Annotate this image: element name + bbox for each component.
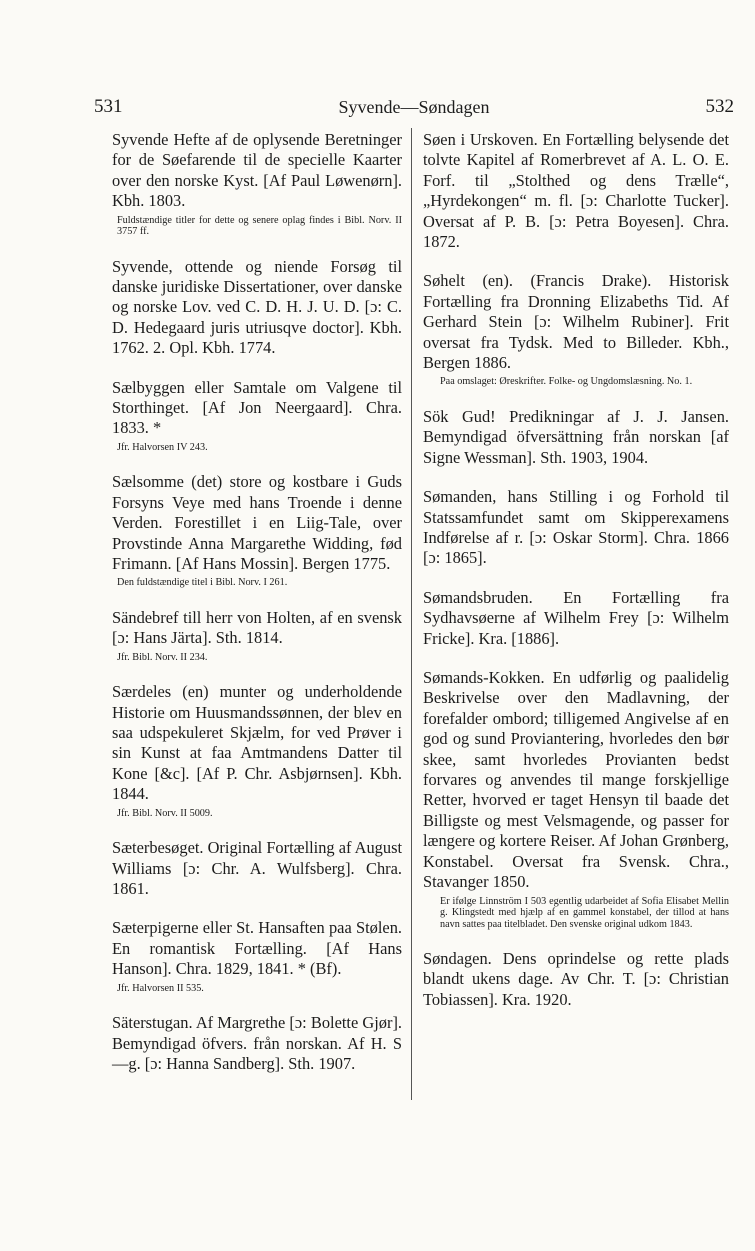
entry-text: Sælbyggen eller Samtale om Valgene til Storthinget. [Af Jon Neergaard]. Chra. 1833. * [112,377,402,438]
right-column [423,130,729,1029]
catalog-entry [423,407,729,468]
catalog-entry [112,838,402,899]
catalog-entry [423,668,729,930]
catalog-entry [423,487,729,569]
entry-text: Sømands-Kokken. En udførlig og paalidelig Beskrivelse over den Madlavning, der forefalder ombord; tilligemed Angivelse af en god og sund Proviantering, hvorledes den bør skee, samt hvorledes Provianten bedst forvares og anvendes til mange forskjellige Retter, hvorved er taget Hensyn til baade det Billigste og mest Velsmagende, og passer for længere og kortere Reiser. Af Johan Grønberg, Konstabel. Oversat fra Svensk. Chra., Stavanger 1850. [423,668,729,892]
entry-note: Er ifølge Linnström I 503 egentlig udarbeidet af Sofia Elisabet Mellin g. Klingstedt med hjælp af en gammel konstabel, der tillod at hans navn sattes paa titelbladet. Den svenske original udkom 1843. [440,895,729,930]
catalog-entry [112,682,402,819]
entry-text: Syvende Hefte af de oplysende Beretninger for de Søefarende til de specielle Kaarter over den norske Kyst. [Af Paul Løwenørn]. Kbh. 1803. [112,130,402,211]
entry-text: Sømandsbruden. En Fortælling fra Sydhavsøerne af Wilhelm Frey [ɔ: Wilhelm Fricke]. Kra. [1886]. [423,587,729,648]
entry-text: Søhelt (en). (Francis Drake). Historisk Fortælling fra Dronning Elizabeths Tid. Af Gerhard Stein [ɔ: Wilhelm Rubiner]. Frit oversat fra Tydsk. Med to Billeder. Kbh., Bergen 1886. [423,271,729,373]
page-header [94,96,734,120]
catalog-entry [112,472,402,589]
catalog-entry [112,608,402,663]
entry-text: Sømanden, hans Stilling i og Forhold til Statssamfundet samt om Skipperexamens Indførelse af r. [ɔ: Oskar Storm]. Chra. 1866 [ɔ: 1865]. [423,487,729,568]
entry-note: Jfr. Halvorsen IV 243. [117,441,208,453]
entry-text: Sæterbesøget. Original Fortælling af August Williams [ɔ: Chr. A. Wulfsberg]. Chra. 1861. [112,838,403,898]
catalog-entry [423,949,729,1010]
entry-text: Søndagen. Dens oprindelse og rette plads blandt ukens dage. Av Chr. T. [ɔ: Christian Tobiassen]. Kra. 1920. [423,949,729,1009]
catalog-entry [423,271,729,388]
entry-text: Sæterpigerne eller St. Hansaften paa Stølen. En romantisk Fortælling. [Af Hans Hanson]. Chra. 1829, 1841. * (Bf). [112,918,402,979]
entry-note: Den fuldstændige titel i Bibl. Norv. I 261. [117,577,288,589]
entry-note: Fuldstændige titler for dette og senere oplag findes i Bibl. Norv. II 3757 ff. [117,214,402,238]
catalog-entry [112,378,402,454]
catalog-entry [112,1013,402,1074]
column-divider [411,128,412,1100]
entry-note: Paa omslaget: Øreskrifter. Folke- og Ungdomslæsning. No. 1. [440,376,693,388]
catalog-entry [112,130,402,238]
entry-text: Sändebref till herr von Holten, af en svensk [ɔ: Hans Järta]. Sth. 1814. [112,607,402,648]
catalog-entry [423,130,729,252]
entry-text: Säterstugan. Af Margrethe [ɔ: Bolette Gjør]. Bemyndigad öfvers. från norskan. Af H. S—g. [ɔ: Hanna Sandberg]. Sth. 1907. [112,1013,402,1073]
running-title: Syvende—Søndagen [338,97,490,117]
left-column [112,130,402,1093]
entry-note: Jfr. Bibl. Norv. II 5009. [117,807,213,819]
catalog-entry [423,588,729,649]
entry-text: Særdeles (en) munter og underholdende Historie om Huusmandssønnen, der blev en saa udspekuleret Skjælm, for ved Prøver i sin Kunst at faa Amtmandens Datter til Kone [&c]. [Af P. Chr. Asbjørnsen]. Kbh. 1844. [112,682,402,804]
entry-text: Syvende, ottende og niende Forsøg til danske juridiske Dissertationer, over danske og norske Lov. ved C. D. H. J. U. D. [ɔ: C. D. Hedegaard juris utriusqve doctor]. Kbh. 1762. 2. Opl. Kbh. 1774. [112,256,402,358]
page-number-left: 531 [94,96,123,117]
entry-text: Søen i Urskoven. En Fortælling belysende det tolvte Kapitel af Romerbrevet af A. L. O. E. Forf. til „Stolthed og dens Trælle“, „Hyrdekongen“ m. fl. [ɔ: Charlotte Tucker]. Oversat af P. B. [ɔ: Petra Boyesen]. Chra. 1872. [423,130,729,252]
catalog-entry [112,918,402,994]
entry-text: Sök Gud! Predikningar af J. J. Jansen. Bemyndigad öfversättning från norskan [af Signe Wessman]. Sth. 1903, 1904. [423,406,729,467]
page-number-right: 532 [705,96,734,117]
catalog-entry [112,257,402,359]
entry-note: Jfr. Halvorsen II 535. [117,982,204,994]
entry-text: Sælsomme (det) store og kostbare i Guds Forsyns Veye med hans Troende i denne Verden. Forestillet i en Liig-Tale, over Provstinde Anna Margarethe Widding, fød Frimann. [Af Hans Mossin]. Bergen 1775. [112,472,402,573]
entry-note: Jfr. Bibl. Norv. II 234. [117,651,208,663]
